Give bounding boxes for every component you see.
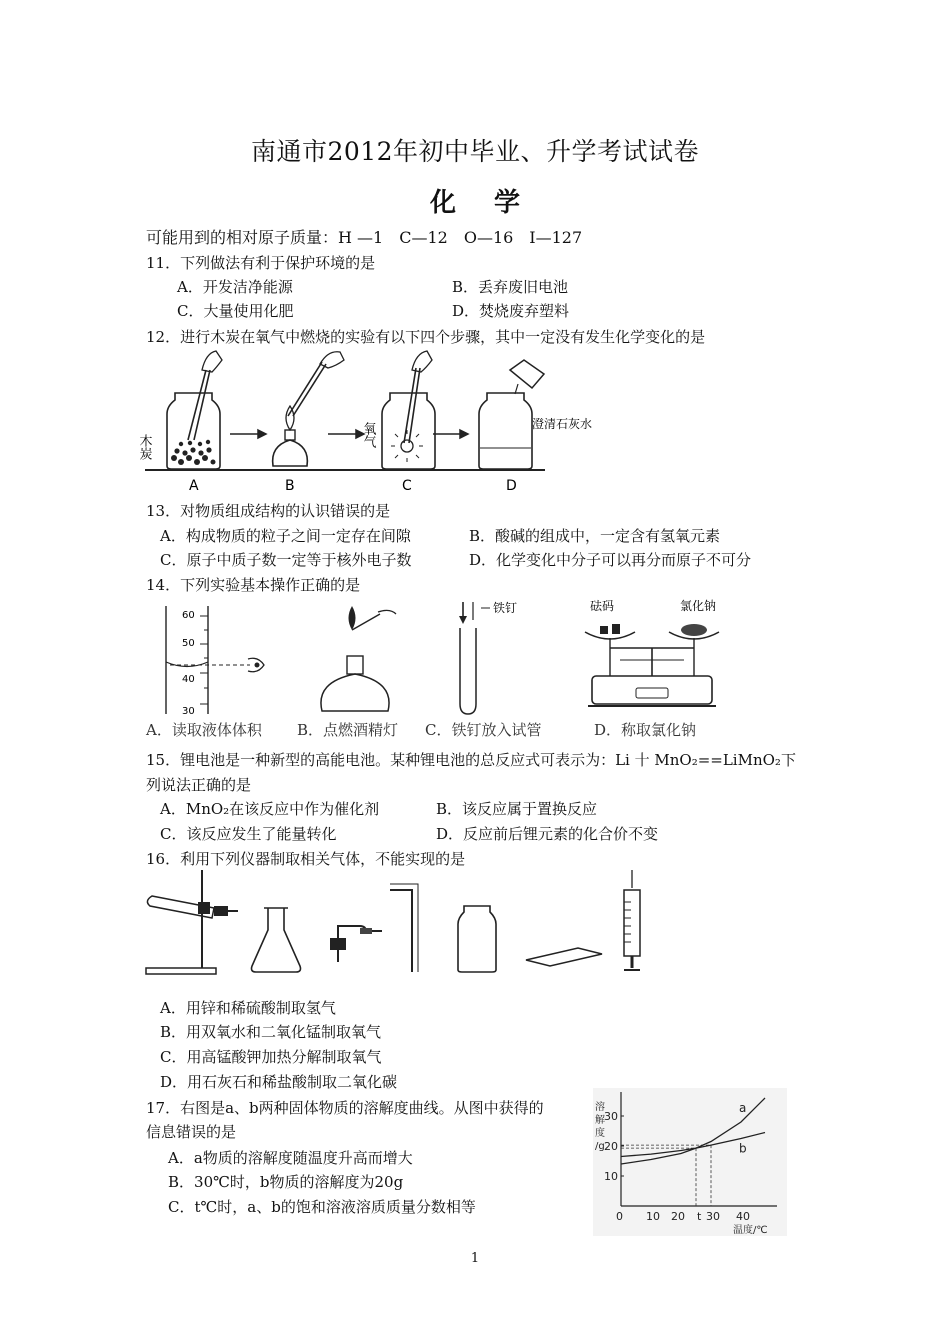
y-tick-label: 30 [604,1110,618,1123]
alcohol-lamp [273,352,344,466]
x-tick-label: 30 [706,1210,720,1223]
q15-option-b: B．该反应属于置换反应 [436,800,598,818]
step-b-label: B [285,478,295,494]
x-axis-label: 温度/℃ [733,1225,768,1236]
q15-option-a: A．MnO₂在该反应中作为催化剂 [160,800,380,818]
tick-40: 40 [182,674,195,685]
charcoal-label: 木炭 [136,434,152,460]
y-axis-label-char: 溶 [595,1102,605,1113]
q13-option-d: D．化学变化中分子可以再分而原子不可分 [469,551,752,569]
q12-stem: 12．进行木炭在氧气中燃烧的实验有以下四个步骤，其中一定没有发生化学变化的是 [146,328,706,346]
iron-nail-label: 铁钉 [493,601,518,615]
q13-option-c: C．原子中质子数一定等于核外电子数 [160,551,412,569]
tick-50: 50 [182,638,195,649]
q14-option-a: A．读取液体体积 [146,721,262,739]
test-tube-with-nail [459,602,490,714]
q14-figure [140,596,740,721]
q17-option-b: B．30℃时，b物质的溶解度为20g [168,1173,404,1191]
q16-figure [140,868,660,980]
exam-title: 南通市2012年初中毕业、升学考试试卷 [250,137,700,166]
nacl-label: 氯化钠 [680,599,717,613]
subject-title: 化学 [429,188,558,218]
q17-stem-line2: 信息错误的是 [146,1123,237,1141]
step-a-label: A [189,478,199,494]
x-tick-label: t [697,1210,702,1223]
q13-stem: 13．对物质组成结构的认识错误的是 [146,502,391,520]
q17-option-c: C．t℃时，a、b的饱和溶液溶质质量分数相等 [168,1198,476,1216]
stopper-with-tube [330,926,382,962]
atomic-mass-line: 可能用到的相对原子质量：H —1 C—12 O—16 I—127 [146,228,583,247]
q12-figure [136,348,593,498]
solubility-chart [593,1088,787,1236]
y-axis-label-char: 解 [595,1115,605,1126]
conical-flask [252,908,301,972]
q14-option-c: C．铁钉放入试管 [425,721,542,739]
step-d-label: D [506,478,517,494]
q15-option-d: D．反应前后锂元素的化合价不变 [436,825,659,843]
q16-option-b: B．用双氧水和二氧化锰制取氧气 [160,1023,382,1041]
weights-label: 砝码 [590,599,615,613]
jar-with-oxygen [382,351,435,469]
q11-option-a: A．开发洁净能源 [177,278,293,296]
y-tick-label: 20 [604,1140,618,1153]
y-axis-label-char: /g [595,1141,605,1152]
series-a-label: a [739,1101,747,1115]
q16-option-a: A．用锌和稀硫酸制取氢气 [160,999,336,1017]
iron-stand-with-test-tube [146,870,238,974]
q16-stem: 16．利用下列仪器制取相关气体，不能实现的是 [146,850,466,868]
y-axis-label-char: 度 [595,1128,605,1139]
glass-plate [526,948,602,966]
q11-option-c: C．大量使用化肥 [177,302,294,320]
alcohol-lamp-lighting [321,606,396,711]
syringe [624,870,640,970]
jar-with-charcoal [167,351,222,469]
tick-60: 60 [182,610,195,621]
x-tick-label: 40 [736,1210,750,1223]
x-tick-label: 0 [616,1210,623,1223]
x-tick-label: 10 [646,1210,660,1223]
q11-option-b: B．丢弃废旧电池 [452,278,569,296]
x-tick-label: 20 [671,1210,685,1223]
q15-option-c: C．该反应发生了能量转化 [160,825,337,843]
gas-bottle [458,906,496,972]
q17-option-a: A．a物质的溶解度随温度升高而增大 [168,1149,413,1167]
q15-stem-line1: 15．锂电池是一种新型的高能电池。某种锂电池的总反应式可表示为：Li 十 MnO₂==LiMnO₂下 [146,751,796,769]
q13-option-b: B．酸碱的组成中，一定含有氢氧元素 [469,527,721,545]
limewater-label: 澄清石灰水 [532,417,593,431]
q15-stem-line2: 列说法正确的是 [146,776,252,794]
q16-option-c: C．用高锰酸钾加热分解制取氧气 [160,1048,382,1066]
balance-scale [585,624,719,706]
series-b-label: b [739,1141,747,1156]
y-tick-label: 10 [604,1170,618,1183]
oxygen-label: 氧气 [360,422,376,448]
delivery-tube [390,884,418,972]
q11-stem: 11．下列做法有利于保护环境的是 [146,254,376,272]
q14-stem: 14．下列实验基本操作正确的是 [146,576,361,594]
graduated-cylinder [166,606,264,714]
q14-option-d: D．称取氯化钠 [594,721,697,739]
step-c-label: C [402,478,412,494]
tick-30: 30 [182,706,195,717]
q11-option-d: D．焚烧废弃塑料 [452,302,570,320]
q16-option-d: D．用石灰石和稀盐酸制取二氧化碳 [160,1073,398,1091]
jar-with-limewater [479,360,544,469]
q13-option-a: A．构成物质的粒子之间一定存在间隙 [160,527,411,545]
page-number: 1 [470,1251,480,1266]
q17-stem-line1: 17．右图是a、b两种固体物质的溶解度曲线。从图中获得的 [146,1099,544,1117]
q14-option-b: B．点燃酒精灯 [297,721,399,739]
